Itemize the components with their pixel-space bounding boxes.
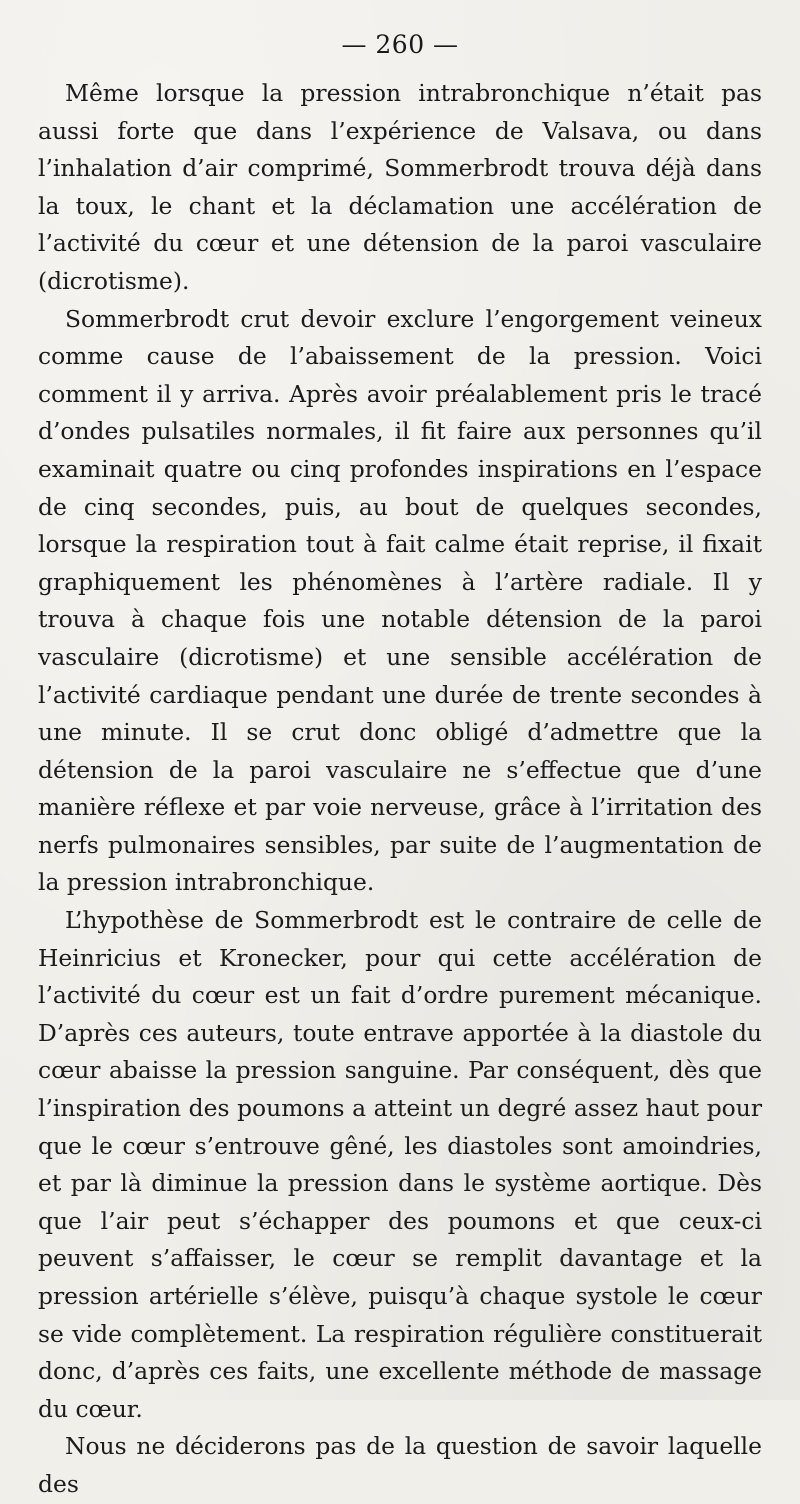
page-number: — 260 — <box>341 30 459 59</box>
body-text <box>38 75 762 1504</box>
paragraph-4: Nous ne déciderons pas de la question de savoir laquelle des <box>38 1432 762 1498</box>
paragraph-3: L’hypothèse de Sommerbrodt est le contraire de celle de Heinricius et Kronecker, pour qui cette accélération de l’activité du cœur est un fait d’ordre purement mécanique. D’après ces auteurs, toute entrave apportée à la diastole du cœur abaisse la pression sanguine. Par conséquent, dès que l’inspiration des poumons a atteint un degré assez haut pour que le cœur s’entrouve gêné, les diastoles sont amoindries, et par là diminue la pression dans le système aortique. Dès que l’air peut s’échapper des poumons et que ceux-ci peuvent s’affaisser, le cœur se remplit davantage et la pression artérielle s’élève, puisqu’à chaque systole le cœur se vide complètement. La respiration régulière constituerait donc, d’après ces faits, une excellente méthode de massage du cœur. <box>38 906 762 1423</box>
paragraph-2: Sommerbrodt crut devoir exclure l’engorgement veineux comme cause de l’abaissement de la pression. Voici comment il y arriva. Après avoir préalablement pris le tracé d’ondes pulsatiles normales, il fit faire aux personnes qu’il examinait quatre ou cinq profondes inspirations en l’espace de cinq secondes, puis, au bout de quelques secondes, lorsque la respiration tout à fait calme était reprise, il fixait graphiquement les phénomènes à l’artère radiale. Il y trouva à chaque fois une notable détension de la paroi vasculaire (dicrotisme) et une sensible accélération de l’activité cardiaque pendant une durée de trente secondes à une minute. Il se crut donc obligé d’admettre que la détension de la paroi vasculaire ne s’effectue que d’une manière réflexe et par voie nerveuse, grâce à l’irritation des nerfs pulmonaires sensibles, par suite de l’augmentation de la pression intrabronchique. <box>38 304 762 897</box>
paragraph-1: Même lorsque la pression intrabronchique n’était pas aussi forte que dans l’expérience de Valsava, ou dans l’inhalation d’air comprimé, Sommerbrodt trouva déjà dans la toux, le chant et la déclamation une accélération de l’activité du cœur et une détension de la paroi vasculaire (dicrotisme). <box>38 79 762 295</box>
